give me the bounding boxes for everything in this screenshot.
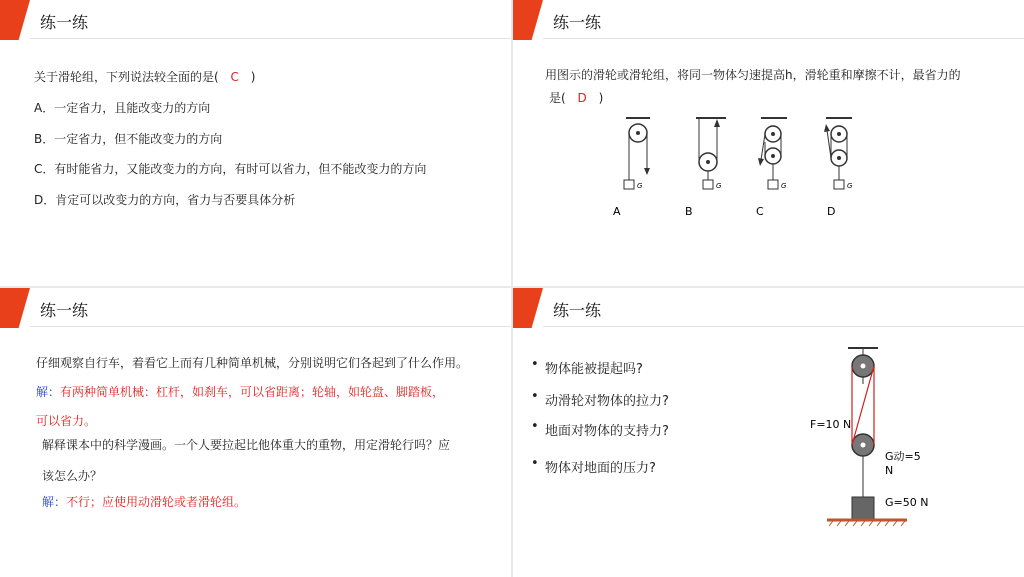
slide-title: 练一练 xyxy=(40,301,89,320)
slide-1 xyxy=(0,0,511,286)
slide-title: 练一练 xyxy=(553,301,602,320)
option-d: D．肯定可以改变力的方向，省力与否要具体分析 xyxy=(34,193,296,207)
option-label-b: B xyxy=(685,205,693,218)
answer-1-continued: 可以省力。 xyxy=(36,414,97,428)
bullet-item: • 物体能被提起吗? xyxy=(545,358,643,377)
weight-label: G xyxy=(847,182,853,190)
slide-2 xyxy=(513,0,1024,286)
pulley-option-c xyxy=(756,118,787,218)
solution-text: 不行；应使用动滑轮或者滑轮组。 xyxy=(66,495,247,509)
weight-label: G xyxy=(637,182,643,190)
slide-accent-tag xyxy=(0,0,30,40)
title-divider xyxy=(543,38,1024,39)
question-1: 仔细观察自行车，着看它上而有几种简单机械，分别说明它们各起到了什么作用。 xyxy=(36,356,469,370)
question-prefix: 是( xyxy=(549,91,566,105)
answer-letter: D xyxy=(577,91,587,105)
question-line-2 xyxy=(549,89,603,106)
option-c: C．有时能省力，又能改变力的方向，有时可以省力，但不能改变力的方向 xyxy=(34,162,427,176)
option-label-d: D xyxy=(827,205,836,218)
pulley-option-d xyxy=(824,118,853,218)
slide-4 xyxy=(513,288,1024,577)
pulley-option-b xyxy=(685,118,726,218)
question-suffix: ) xyxy=(598,91,604,105)
title-divider xyxy=(30,38,511,39)
option-b: B．一定省力，但不能改变力的方向 xyxy=(34,132,223,146)
question-2-line-1: 解释课本中的科学漫画。一个人要拉起比他体重大的重物，用定滑轮行吗？应 xyxy=(42,438,451,452)
pulley-weight-unit: N xyxy=(885,464,894,477)
object-weight-label: G=50 N xyxy=(885,496,929,509)
option-label-a: A xyxy=(613,205,621,218)
pulley-weight-label: G动=5 xyxy=(885,450,921,463)
question-text xyxy=(34,68,255,85)
answer-2 xyxy=(42,493,246,510)
title-divider xyxy=(543,326,1024,327)
slide-accent-tag xyxy=(0,288,30,328)
answer-letter: C xyxy=(230,70,239,84)
pulley-force-diagram xyxy=(803,342,953,527)
slide-accent-tag xyxy=(513,0,543,40)
title-divider xyxy=(30,326,511,327)
question-stem: 关于滑轮组，下列说法较全面的是( xyxy=(34,70,219,84)
answer-1 xyxy=(36,383,444,400)
bullet-item: • 物体对地面的压力? xyxy=(545,457,656,476)
question-2-line-2: 该怎么办？ xyxy=(42,469,103,483)
slide-title: 练一练 xyxy=(553,13,602,32)
solution-label: 解： xyxy=(36,385,61,399)
bullet-item: • 地面对物体的支持力? xyxy=(545,420,669,439)
bullet-item: • 动滑轮对物体的拉力? xyxy=(545,390,669,409)
slide-3 xyxy=(0,288,511,577)
question-line-1: 用图示的滑轮或滑轮组，将同一物体匀速提高h，滑轮重和摩擦不计，最省力的 xyxy=(545,68,961,82)
solution-label: 解： xyxy=(42,495,67,509)
pulley-options-diagram xyxy=(593,112,873,222)
force-label: F=10 N xyxy=(810,418,852,431)
solution-text: 有两种简单机械：杠杆，如刹车，可以省距离；轮轴，如轮盘、脚踏板， xyxy=(60,385,445,399)
weight-label: G xyxy=(716,182,722,190)
weight-label: G xyxy=(781,182,787,190)
option-label-c: C xyxy=(756,205,764,218)
slide-accent-tag xyxy=(513,288,543,328)
option-a: A．一定省力，且能改变力的方向 xyxy=(34,101,211,115)
question-close: ) xyxy=(250,70,256,84)
pulley-option-a xyxy=(613,118,650,218)
slide-title: 练一练 xyxy=(40,13,89,32)
